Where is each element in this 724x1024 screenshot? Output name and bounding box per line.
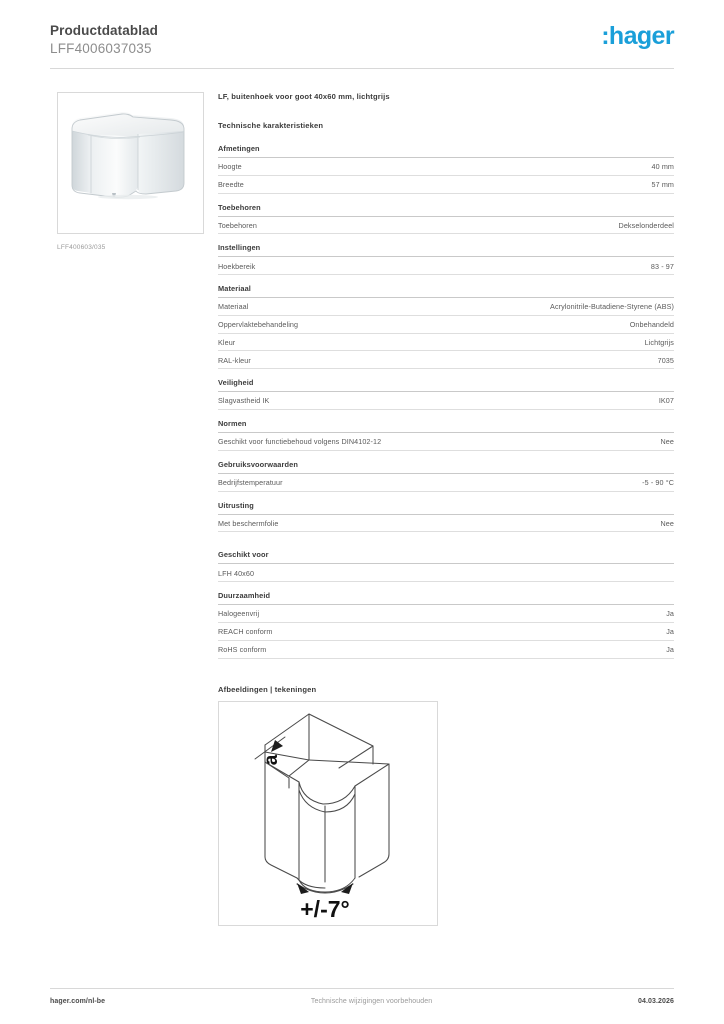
spec-row-value: 40 mm [651, 162, 674, 172]
spec-row [218, 257, 674, 275]
spec-row-key: Slagvastheid IK [218, 396, 270, 406]
spec-row-key: Halogeenvrij [218, 609, 260, 619]
spec-group-heading: Geschikt voor [218, 550, 674, 564]
page-header [50, 22, 674, 68]
spec-row [218, 176, 674, 194]
spec-groups [218, 144, 674, 659]
page-title: Productdatablad [50, 23, 159, 38]
header-titles [50, 22, 158, 58]
footer-disclaimer: Technische wijzigingen voorbehouden [310, 998, 433, 1005]
product-name: LF, buitenhoek voor goot 40x60 mm, lichtgrijs [218, 92, 390, 101]
spec-group [218, 460, 674, 492]
spec-group [218, 284, 674, 369]
product-photo-outer-corner-icon [58, 93, 203, 233]
spec-group-heading: Gebruiksvoorwaarden [218, 460, 674, 474]
spec-row-key: Oppervlaktebehandeling [218, 320, 299, 330]
page-footer [50, 998, 674, 1005]
spec-row [218, 298, 674, 316]
spec-group-heading: Uitrusting [218, 501, 674, 515]
spec-row-value: Lichtgrijs [644, 337, 674, 347]
spec-row [218, 623, 674, 641]
technical-characteristics-heading: Technische karakteristieken [218, 121, 324, 130]
spec-row-key: Geschikt voor functiebehoud volgens DIN4102-12 [218, 437, 382, 447]
product-photo-frame [57, 92, 204, 234]
spec-row [218, 605, 674, 623]
technical-drawing-outer-corner [219, 702, 437, 925]
spec-row-value: -5 - 90 °C [642, 478, 674, 487]
spec-group-heading: Normen [218, 419, 674, 433]
datasheet-content [218, 92, 674, 926]
footer-divider [50, 988, 674, 989]
spec-group [218, 203, 674, 235]
spec-row [218, 564, 674, 582]
spec-row [218, 474, 674, 492]
spec-row-value: Nee [660, 518, 674, 528]
spec-row-key: Breedte [218, 179, 244, 189]
spec-row-key: RAL-kleur [218, 355, 251, 365]
spec-group [218, 419, 674, 451]
spec-group-heading: Toebehoren [218, 203, 674, 217]
spec-row [218, 334, 674, 352]
spec-row-value: 83 - 97 [650, 261, 674, 271]
spec-group [218, 550, 674, 582]
drawings-heading: Afbeeldingen | tekeningen [218, 684, 317, 694]
spec-row-value: 7035 [657, 355, 674, 365]
spec-row-value: Dekselonderdeel [618, 220, 674, 230]
spec-row [218, 316, 674, 334]
footer-date: 04.03.2026 [637, 998, 674, 1005]
spec-row [218, 217, 674, 235]
spec-row-key: REACH conform [218, 627, 273, 637]
spec-row-value: Onbehandeld [629, 320, 674, 330]
spec-group [218, 243, 674, 275]
spec-row [218, 433, 674, 451]
spec-row-key: Kleur [218, 337, 236, 347]
spec-row [218, 351, 674, 369]
spec-row-value: 57 mm [651, 179, 674, 189]
spec-row-value: Acrylonitrile-Butadiene-Styrene (ABS) [550, 302, 674, 312]
spec-row-value: Nee [660, 437, 674, 447]
spec-row-key: Met beschermfolie [218, 518, 279, 528]
spec-row [218, 641, 674, 659]
spec-group-heading: Instellingen [218, 243, 674, 257]
spec-row-key: Hoekbereik [218, 261, 256, 271]
spec-row-value: IK07 [658, 396, 674, 406]
spec-group-heading: Veiligheid [218, 378, 674, 392]
spec-row [218, 392, 674, 410]
spec-row-key: Materiaal [218, 302, 249, 312]
product-photo-caption: LFF400603/035 [57, 244, 106, 251]
spec-row-value: Ja [666, 609, 674, 619]
spec-row-value: Ja [666, 627, 674, 637]
spec-group-heading: Afmetingen [218, 144, 674, 158]
product-reference: LFF4006037035 [50, 40, 152, 56]
spec-row-key: Bedrijfstemperatuur [218, 478, 283, 487]
drawing-angle-label: +/-7° [300, 895, 350, 922]
spec-group [218, 144, 674, 194]
spec-group [218, 591, 674, 658]
spec-row-key: LFH 40x60 [218, 568, 255, 578]
spec-group [218, 378, 674, 410]
spec-group-heading: Duurzaamheid [218, 591, 674, 605]
hager-logo: :hager [601, 22, 674, 50]
spec-row-key: Toebehoren [218, 220, 257, 230]
spec-row-value: Ja [666, 644, 674, 654]
technical-drawing-frame [218, 701, 438, 926]
spec-row [218, 158, 674, 176]
header-divider [50, 68, 674, 69]
spec-row-key: RoHS conform [218, 644, 267, 654]
footer-website[interactable]: hager.com/nl-be [50, 998, 106, 1005]
spec-row [218, 515, 674, 533]
spec-group [218, 501, 674, 533]
spec-group-heading: Materiaal [218, 284, 674, 298]
drawing-dimension-label: a [261, 754, 282, 765]
spec-row-key: Hoogte [218, 162, 242, 172]
